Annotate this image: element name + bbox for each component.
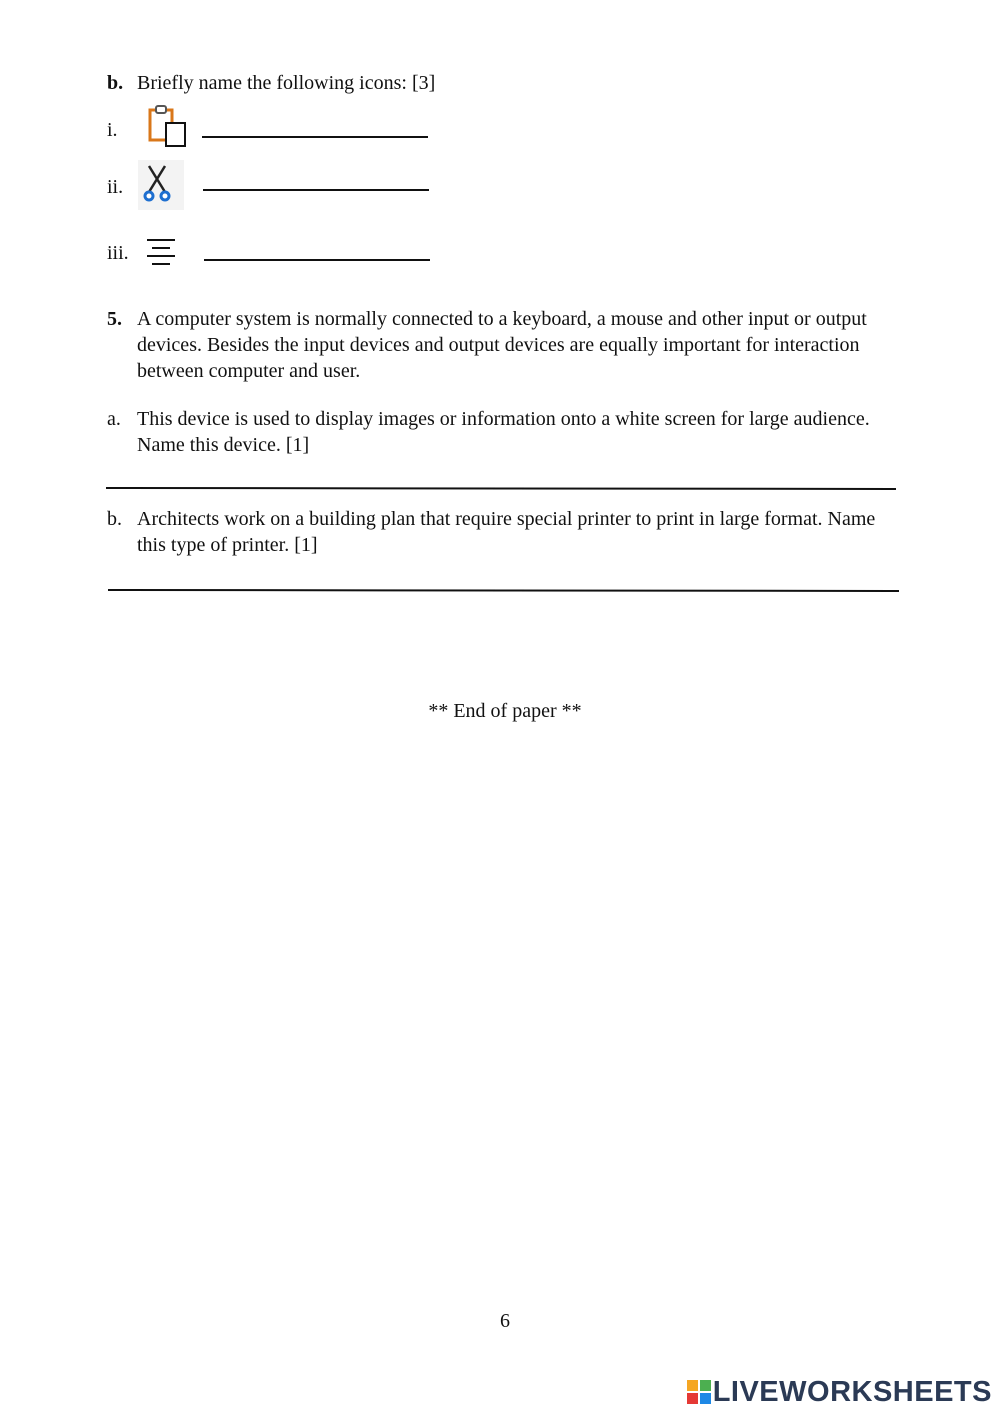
item-i-marker: i. [107,119,118,141]
page-number: 6 [500,1310,510,1332]
paste-icon [140,103,192,151]
question-5a-line-1: This device is used to display images or information onto a white screen for large audience. [137,408,870,430]
question-5b-line-2: this type of printer. [1] [137,534,318,556]
item-ii-marker: ii. [107,176,124,198]
answer-line-5b[interactable] [108,589,899,592]
item-iii-marker: iii. [107,242,129,264]
align-center-icon [143,237,179,269]
question-5-line-3: between computer and user. [137,360,361,382]
liveworksheets-logo-icon [687,1380,711,1404]
answer-line-5a[interactable] [106,487,896,490]
answer-line-item-i[interactable] [202,136,428,138]
answer-line-item-ii[interactable] [203,189,429,191]
question-5-number: 5. [107,308,122,330]
question-5-text [137,306,887,384]
question-5b-marker: b. [107,508,122,530]
question-5-line-2: devices. Besides the input devices and output devices are equally important for interaction [137,334,860,356]
scissors-cut-icon [138,160,184,210]
end-of-paper: ** End of paper ** [428,700,582,722]
part-b-prompt: Briefly name the following icons: [3] [137,72,436,94]
question-5a-line-2: Name this device. [1] [137,434,310,456]
answer-line-item-iii[interactable] [204,259,430,261]
liveworksheets-logo-text: LIVEWORKSHEETS [712,1376,992,1408]
question-5b-line-1: Architects work on a building plan that require special printer to print in large format. Name [137,508,876,530]
question-5a-text [137,406,887,458]
question-5a-marker: a. [107,408,121,430]
liveworksheets-logo [687,1377,992,1407]
part-b-marker: b. [107,72,124,94]
question-5-line-1: A computer system is normally connected to a keyboard, a mouse and other input or output [137,308,867,330]
question-5b-text [137,506,887,558]
